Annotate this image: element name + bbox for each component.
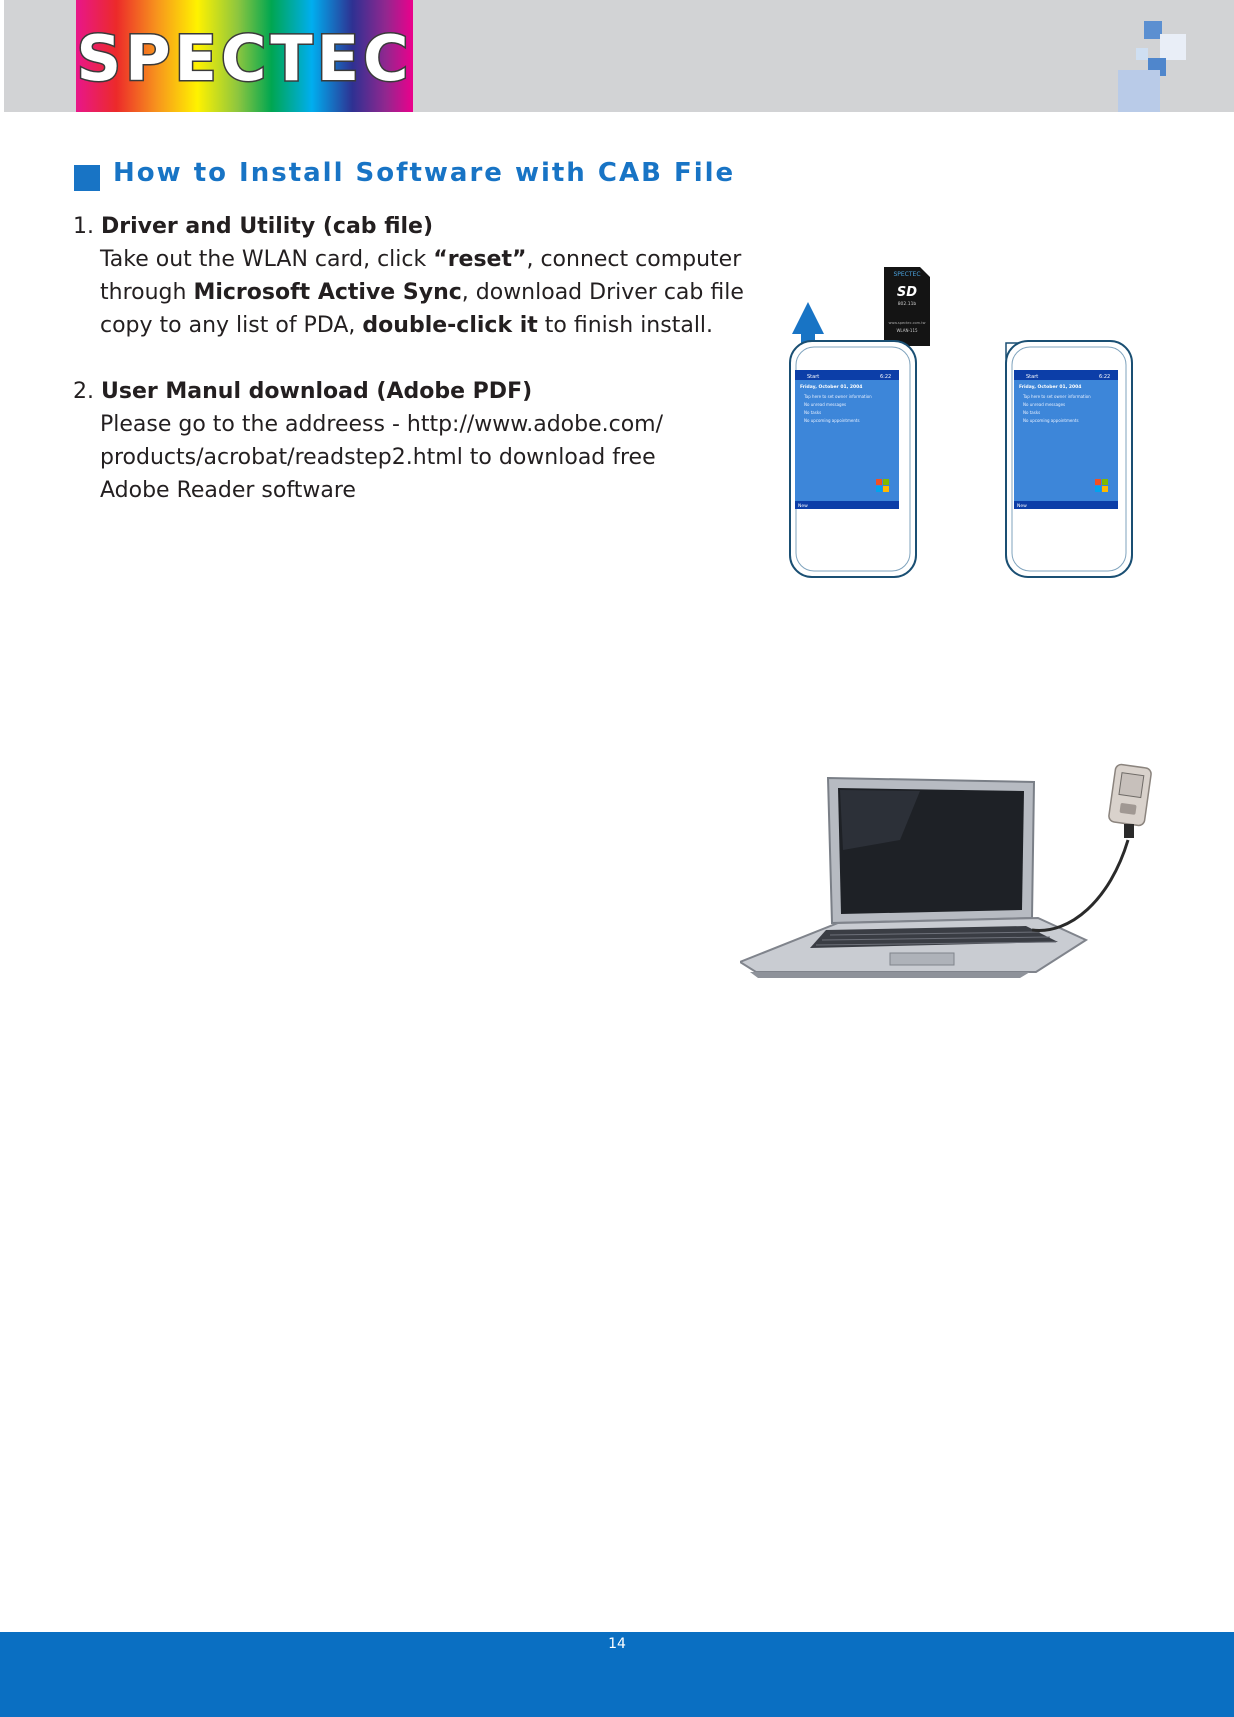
svg-text:SPECTEC: SPECTEC bbox=[893, 271, 921, 278]
svg-text:Tap here to set owner informat: Tap here to set owner information bbox=[804, 394, 872, 399]
double-click-term: double-click it bbox=[362, 313, 538, 338]
item-1-line-2-text: through bbox=[100, 280, 194, 305]
item-1-line-1-text: Take out the WLAN card, click bbox=[100, 247, 434, 272]
page-number: 14 bbox=[608, 1636, 626, 1652]
section-bullet-icon bbox=[74, 165, 100, 191]
item-1-heading: Driver and Utility (cab file) bbox=[101, 214, 434, 239]
pda-card-illustration bbox=[780, 260, 1140, 580]
laptop-sync-illustration bbox=[740, 760, 1170, 985]
svg-text:Friday, October 01, 2004: Friday, October 01, 2004 bbox=[1019, 385, 1082, 390]
svg-text:WLAN-115: WLAN-115 bbox=[896, 328, 918, 333]
svg-text:6:22: 6:22 bbox=[880, 374, 892, 380]
svg-text:SD: SD bbox=[896, 285, 918, 300]
svg-text:802.11b: 802.11b bbox=[897, 302, 917, 307]
item-2-line-1: Please go to the addreess - http://www.adobe.com/ bbox=[100, 412, 664, 437]
item-1-number: 1. bbox=[73, 214, 94, 239]
svg-text:No tasks: No tasks bbox=[1023, 410, 1041, 415]
svg-text:Friday, October 01, 2004: Friday, October 01, 2004 bbox=[800, 385, 863, 390]
laptop-icon bbox=[740, 778, 1086, 978]
item-1-line-3-rest: to finish install. bbox=[537, 313, 714, 338]
reset-term: “reset” bbox=[433, 247, 527, 272]
pda-device-1 bbox=[790, 341, 916, 577]
svg-text:No unread messages: No unread messages bbox=[804, 402, 847, 407]
item-2-line-3: Adobe Reader software bbox=[100, 478, 356, 503]
section-title: How to Install Software with CAB File bbox=[113, 158, 736, 188]
item-1-line-2-rest: , download Driver cab file bbox=[461, 280, 744, 305]
item-1-line-1-rest: , connect computer bbox=[526, 247, 742, 272]
svg-text:Start: Start bbox=[807, 374, 820, 380]
svg-text:www.spectec.com.tw: www.spectec.com.tw bbox=[888, 321, 926, 325]
svg-text:No tasks: No tasks bbox=[804, 410, 822, 415]
active-sync-term: Microsoft Active Sync bbox=[193, 280, 462, 305]
svg-text:Tap here to set owner informat: Tap here to set owner information bbox=[1023, 394, 1091, 399]
svg-text:Start: Start bbox=[1026, 374, 1039, 380]
item-1-line-3 bbox=[100, 309, 713, 342]
pda-device-2 bbox=[1006, 341, 1132, 577]
item-2-number: 2. bbox=[73, 379, 94, 404]
spectec-logo bbox=[76, 0, 413, 112]
svg-text:No upcoming appointments: No upcoming appointments bbox=[804, 418, 860, 423]
svg-text:New: New bbox=[1017, 504, 1027, 509]
logo-text: SPECTEC bbox=[76, 22, 413, 95]
item-2-line-2: products/acrobat/readstep2.html to download free bbox=[100, 445, 656, 470]
item-1-line-2 bbox=[100, 276, 744, 309]
decorative-squares-icon bbox=[1112, 18, 1192, 112]
item-1-heading-line bbox=[73, 210, 433, 243]
svg-text:No upcoming appointments: No upcoming appointments bbox=[1023, 418, 1079, 423]
sd-card-icon bbox=[884, 267, 930, 346]
item-2-heading: User Manul download (Adobe PDF) bbox=[101, 379, 533, 404]
pda-small-icon bbox=[1108, 764, 1152, 838]
item-2-heading-line bbox=[73, 375, 532, 408]
svg-text:No unread messages: No unread messages bbox=[1023, 402, 1066, 407]
item-1-line-3-text: copy to any list of PDA, bbox=[100, 313, 363, 338]
svg-text:New: New bbox=[798, 504, 808, 509]
item-1-line-1 bbox=[100, 243, 741, 276]
svg-text:6:22: 6:22 bbox=[1099, 374, 1111, 380]
sync-cable bbox=[1032, 840, 1128, 930]
